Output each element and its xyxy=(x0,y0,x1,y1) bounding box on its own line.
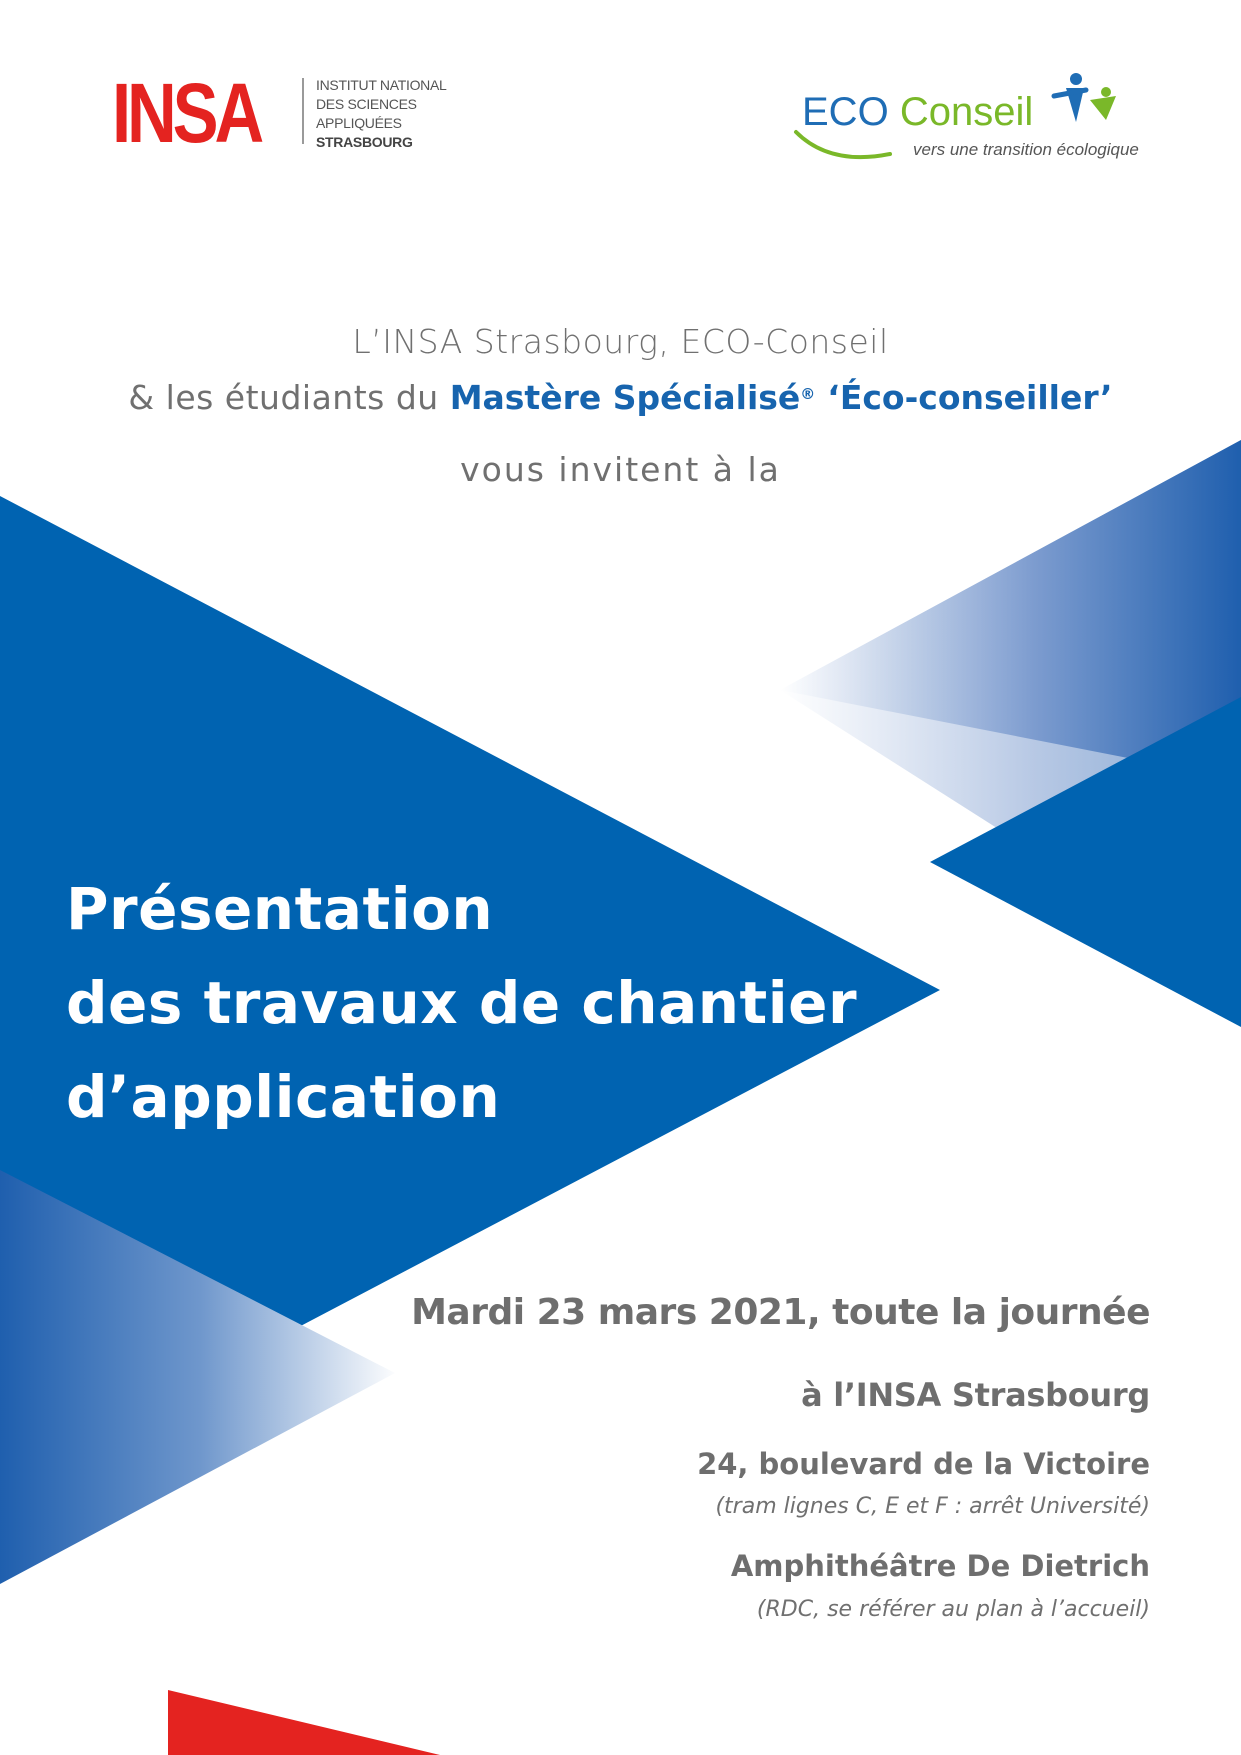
eco-conseil-logo xyxy=(790,70,1150,170)
room-note: (RDC, se référer au plan à l’accueil) xyxy=(756,1597,1150,1622)
eco-conseil-name: ECO Conseil xyxy=(802,90,1034,134)
event-date: Mardi 23 mars 2021, toute la journée xyxy=(411,1292,1150,1333)
program-title: ‘Éco-conseiller’ xyxy=(815,378,1113,417)
insa-wordmark: INSA xyxy=(112,66,261,160)
red-triangle-bottom xyxy=(168,1690,440,1755)
tram-info: (tram lignes C, E et F : arrêt Université) xyxy=(715,1494,1150,1519)
intro-line-1: L’INSA Strasbourg, ECO-Conseil xyxy=(352,322,889,361)
event-address: 24, boulevard de la Victoire xyxy=(697,1447,1150,1481)
event-title: Présentation des travaux de chantier d’application xyxy=(66,875,858,1131)
eco-conseil-tagline: vers une transition écologique xyxy=(913,140,1139,159)
insa-subtitle: INSTITUT NATIONAL DES SCIENCES APPLIQUÉES STRASBOURG xyxy=(316,77,447,150)
intro-line-2: & les étudiants du Mastère Spécialisé® ‘Éco-conseiller’ xyxy=(128,378,1113,417)
insa-divider xyxy=(302,78,304,144)
program-name: Mastère Spécialisé xyxy=(449,378,801,417)
event-room: Amphithéâtre De Dietrich xyxy=(730,1549,1150,1583)
event-place: à l’INSA Strasbourg xyxy=(801,1376,1150,1414)
intro-line-3: vous invitent à la xyxy=(460,450,781,489)
